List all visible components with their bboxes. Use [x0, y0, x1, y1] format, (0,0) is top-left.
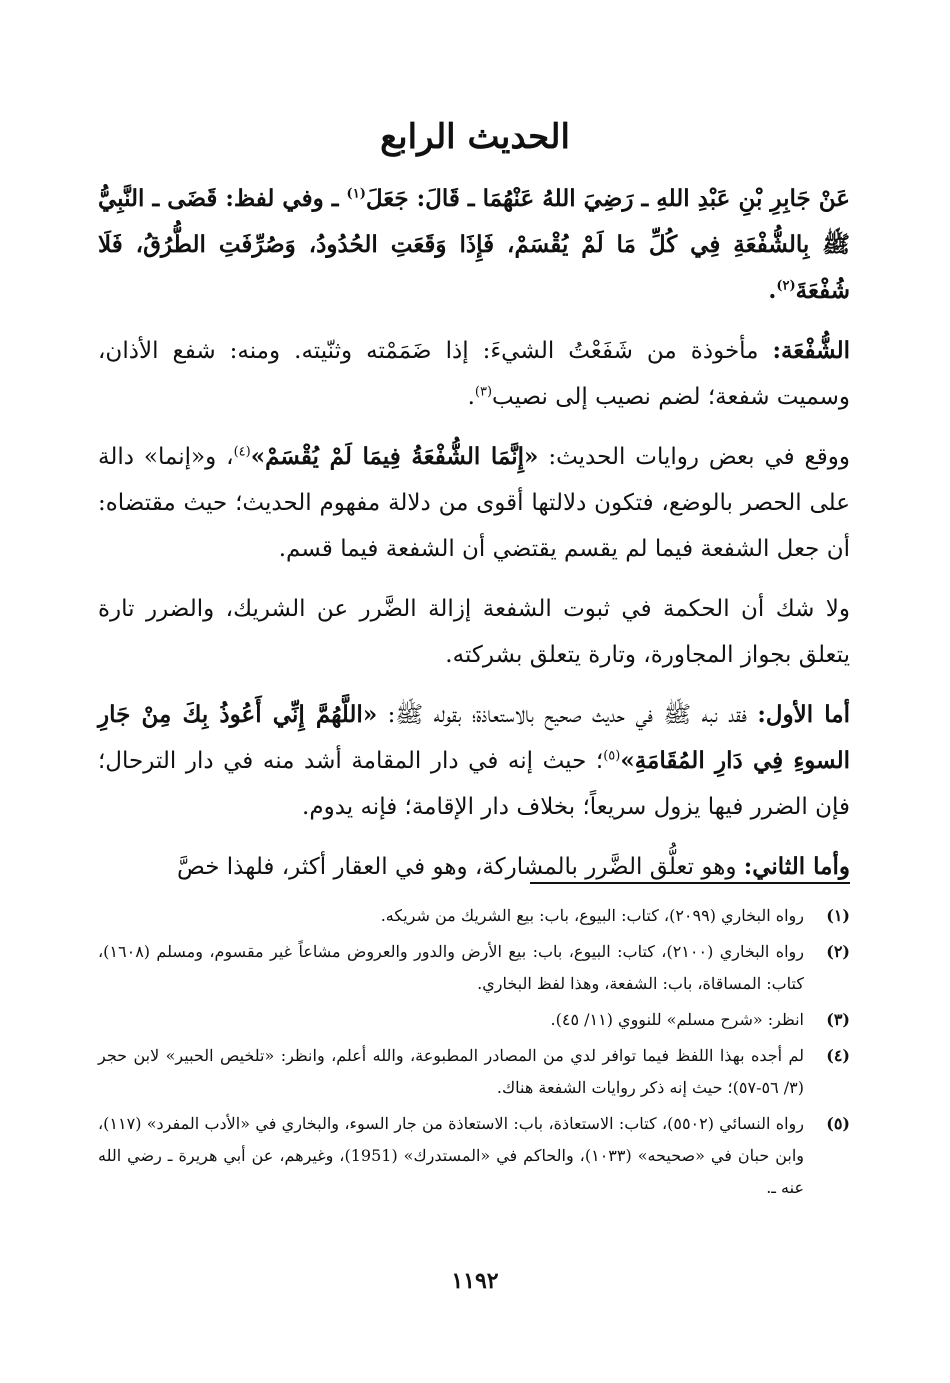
hadith-paragraph [98, 176, 850, 314]
footnote-ref-1[interactable]: (١) [346, 186, 366, 202]
footnote-number: (١) [826, 906, 850, 925]
hadith-text-2: ـ وفي لفظ: قَضَى ـ النَّبِيُّ ﷺ بِالشُّفْعَةِ فِي كُلِّ مَا لَمْ يُقْسَمْ، فَإِذَا وَقَعَتِ الحُدُودُ، وَصُرِّفَتِ الطُّرُقُ، فَلَا شُفْعَةَ [98, 185, 850, 304]
first-point-lead: أما الأول: [757, 701, 850, 728]
definition-paragraph [98, 328, 850, 420]
main-text [98, 176, 850, 904]
footnote-ref-5[interactable]: (٥) [603, 748, 621, 764]
footnote-ref-4[interactable]: (٤) [233, 444, 251, 460]
narration-quote: «إِنَّمَا الشُّفْعَةُ فِيمَا لَمْ يُقْسَمْ» [250, 443, 539, 470]
footnote-text: لم أجده بهذا اللفظ فيما توافر لدي من المصادر المطبوعة، والله أعلم، وانظر: «تلخيص الحبير» لابن حجر (٣/ ٥٦-٥٧)؛ حيث إنه ذكر روايات الشفعة هناك. [98, 1046, 804, 1097]
first-point-paragraph [98, 692, 850, 830]
narration-text-2: ، و«إنما» دالة على الحصر بالوضع، فتكون دلالتها أقوى من دلالة مفهوم الحديث؛ حيث مقتضاه: أن جعل الشفعة فيما لم يقسم يقتضي أن الشفعة فيما قسم. [98, 444, 850, 562]
footnote-2 [98, 936, 850, 1000]
definition-lead: الشُّفْعَة: [772, 337, 850, 364]
definition-end: . [467, 384, 475, 410]
chapter-title: الحديث الرابع [380, 117, 570, 157]
footnote-ref-2[interactable]: (٢) [776, 278, 796, 294]
hadith-end: . [768, 277, 777, 304]
footnote-number: (٣) [826, 1010, 850, 1029]
definition-text: مأخوذة من شَفَعْتُ الشيءَ: إذا ضَمَمْته وثنّيته. ومنه: شفع الأذان، وسميت شفعة؛ لضم نصيب إلى نصيب [98, 338, 850, 410]
second-point-lead: وأما الثاني: [743, 853, 850, 880]
footnote-text: رواه البخاري (٢٠٩٩)، كتاب: البيوع، باب: بيع الشريك من شريكه. [380, 906, 804, 925]
footnote-text: رواه النسائي (٥٥٠٢)، كتاب: الاستعاذة، باب: الاستعاذة من جار السوء، والبخاري في «الأدب المفرد» (١١٧)، وابن حبان في «صحيحه» (١٠٣٣)، والحاكم في «المستدرك» (1951)، وغيرهم، عن أبي هريرة ـ رضي الله عنه ـ. [98, 1114, 805, 1197]
hadith-text: عَنْ جَابِرِ بْنِ عَبْدِ اللهِ ـ رَضِيَ اللهُ عَنْهُمَا ـ قَالَ: جَعَلَ [365, 185, 850, 212]
footnote-5 [98, 1108, 850, 1204]
footnote-number: (٥) [826, 1114, 850, 1133]
narration-text: ووقع في بعض روايات الحديث: [538, 444, 850, 470]
footnote-number: (٤) [826, 1046, 850, 1065]
footnote-4 [98, 1040, 850, 1104]
footnote-3 [98, 1004, 850, 1036]
wisdom-paragraph: ولا شك أن الحكمة في ثبوت الشفعة إزالة الضَّرر عن الشريك، والضرر تارة يتعلق بجواز المجاورة، وتارة يتعلق بشركته. [98, 596, 850, 668]
first-point-text-2: ؛ حيث إنه في دار المقامة أشد منه في دار الترحال؛ فإن الضرر فيها يزول سريعاً؛ بخلاف دار الإقامة؛ فإنه يدوم. [98, 748, 850, 820]
page-number: ١١٩٢ [451, 1268, 499, 1294]
narration-paragraph [98, 434, 850, 572]
footnote-divider [530, 882, 850, 884]
first-point-quote: «اللَّهُمَّ إِنِّي أَعُوذُ بِكَ مِنْ جَارِ السوءِ فِي دَارِ المُقَامَةِ» [98, 701, 850, 774]
footnotes [98, 900, 850, 1208]
footnote-number: (٢) [826, 942, 850, 961]
footnote-ref-3[interactable]: (٣) [474, 384, 493, 400]
footnote-text: رواه البخاري (٢١٠٠)، كتاب: البيوع، باب: بيع الأرض والدور والعروض مشاعاً غير مقسوم، ومسلم (١٦٠٨)، كتاب: المساقاة، باب: الشفعة، وهذا لفظ البخاري. [98, 942, 805, 993]
second-point-text: وهو تعلُّق الضَّرر بالمشاركة، وهو في العقار أكثر، فلهذا خصَّ [177, 854, 744, 880]
footnote-1 [98, 900, 850, 932]
footnote-text: انظر: «شرح مسلم» للنووي (١١/ ٤٥). [550, 1010, 804, 1029]
first-point-text: فقد نبه ﷺ في حديث صحيح بالاستعاذة؛ بقوله ﷺ: [377, 702, 758, 728]
